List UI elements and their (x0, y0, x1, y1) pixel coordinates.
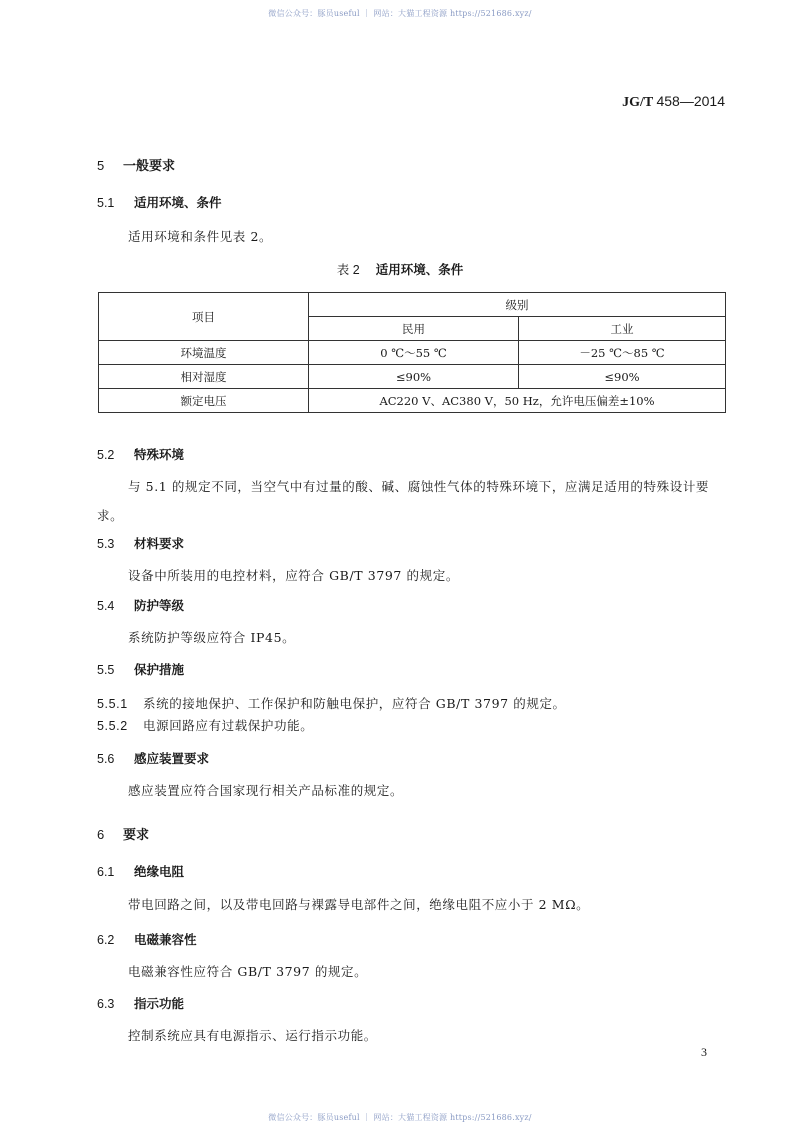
table-header-industrial: 工业 (519, 317, 726, 341)
table-row: 相对湿度 ≤90% ≤90% (99, 365, 726, 389)
table-header-level: 级别 (309, 293, 726, 317)
table-2-caption: 表 2 适用环境、条件 (336, 262, 464, 277)
watermark-bottom: 微信公众号：豚员useful ｜ 网站：大猫工程资源 https://521686.xyz/ (268, 1113, 532, 1122)
section-6-2-heading: 6.2 电磁兼容性 (97, 932, 197, 947)
section-5-5-1: 5.5.1 系统的接地保护、工作保护和防触电保护，应符合 GB/T 3797 的规定。 (97, 696, 566, 711)
section-5-6-heading: 5.6 感应装置要求 (97, 751, 210, 766)
section-5-5-heading: 5.5 保护措施 (97, 662, 185, 677)
section-6-3-body: 控制系统应具有电源指示、运行指示功能。 (128, 1028, 377, 1043)
section-5-3-body: 设备中所装用的电控材料，应符合 GB/T 3797 的规定。 (128, 568, 459, 583)
section-5-2-body: 与 5.1 的规定不同，当空气中有过量的酸、碱、腐蚀性气体的特殊环境下，应满足适用的特殊设计要求。 (97, 479, 710, 523)
table-row: 环境温度 0 ℃～55 ℃ －25 ℃～85 ℃ (99, 341, 726, 365)
section-5-1-heading: 5.1 适用环境、条件 (97, 195, 222, 210)
section-6-2-body: 电磁兼容性应符合 GB/T 3797 的规定。 (128, 964, 368, 979)
section-6-1-heading: 6.1 绝缘电阻 (97, 864, 185, 879)
section-6-heading: 6 要求 (97, 827, 150, 843)
section-5-3-heading: 5.3 材料要求 (97, 536, 185, 551)
section-5-4-heading: 5.4 防护等级 (97, 598, 185, 613)
section-5-5-2: 5.5.2 电源回路应有过载保护功能。 (97, 718, 314, 733)
section-6-3-heading: 6.3 指示功能 (97, 996, 185, 1011)
section-6-1-body: 带电回路之间，以及带电回路与裸露导电部件之间，绝缘电阻不应小于 2 MΩ。 (128, 897, 590, 912)
standard-code-number: 458—2014 (656, 93, 725, 109)
section-5-4-body: 系统防护等级应符合 IP45。 (128, 630, 296, 645)
table-header-item: 项目 (99, 293, 309, 341)
page-number: 3 (701, 1045, 707, 1059)
section-5-1-body: 适用环境和条件见表 2。 (128, 229, 273, 244)
section-5-6-body: 感应装置应符合国家现行相关产品标准的规定。 (128, 783, 404, 798)
section-5-2-heading: 5.2 特殊环境 (97, 447, 185, 462)
section-5-heading: 5 一般要求 (97, 158, 176, 174)
table-2 (98, 292, 726, 413)
standard-code-prefix: JG/T (622, 95, 653, 110)
table-row: 额定电压 AC220 V、AC380 V，50 Hz，允许电压偏差±10% (99, 389, 726, 413)
table-header-civil: 民用 (309, 317, 519, 341)
watermark-top: 微信公众号：豚员useful ｜ 网站：大猫工程资源 https://521686.xyz/ (268, 9, 532, 18)
standard-code (622, 93, 725, 111)
